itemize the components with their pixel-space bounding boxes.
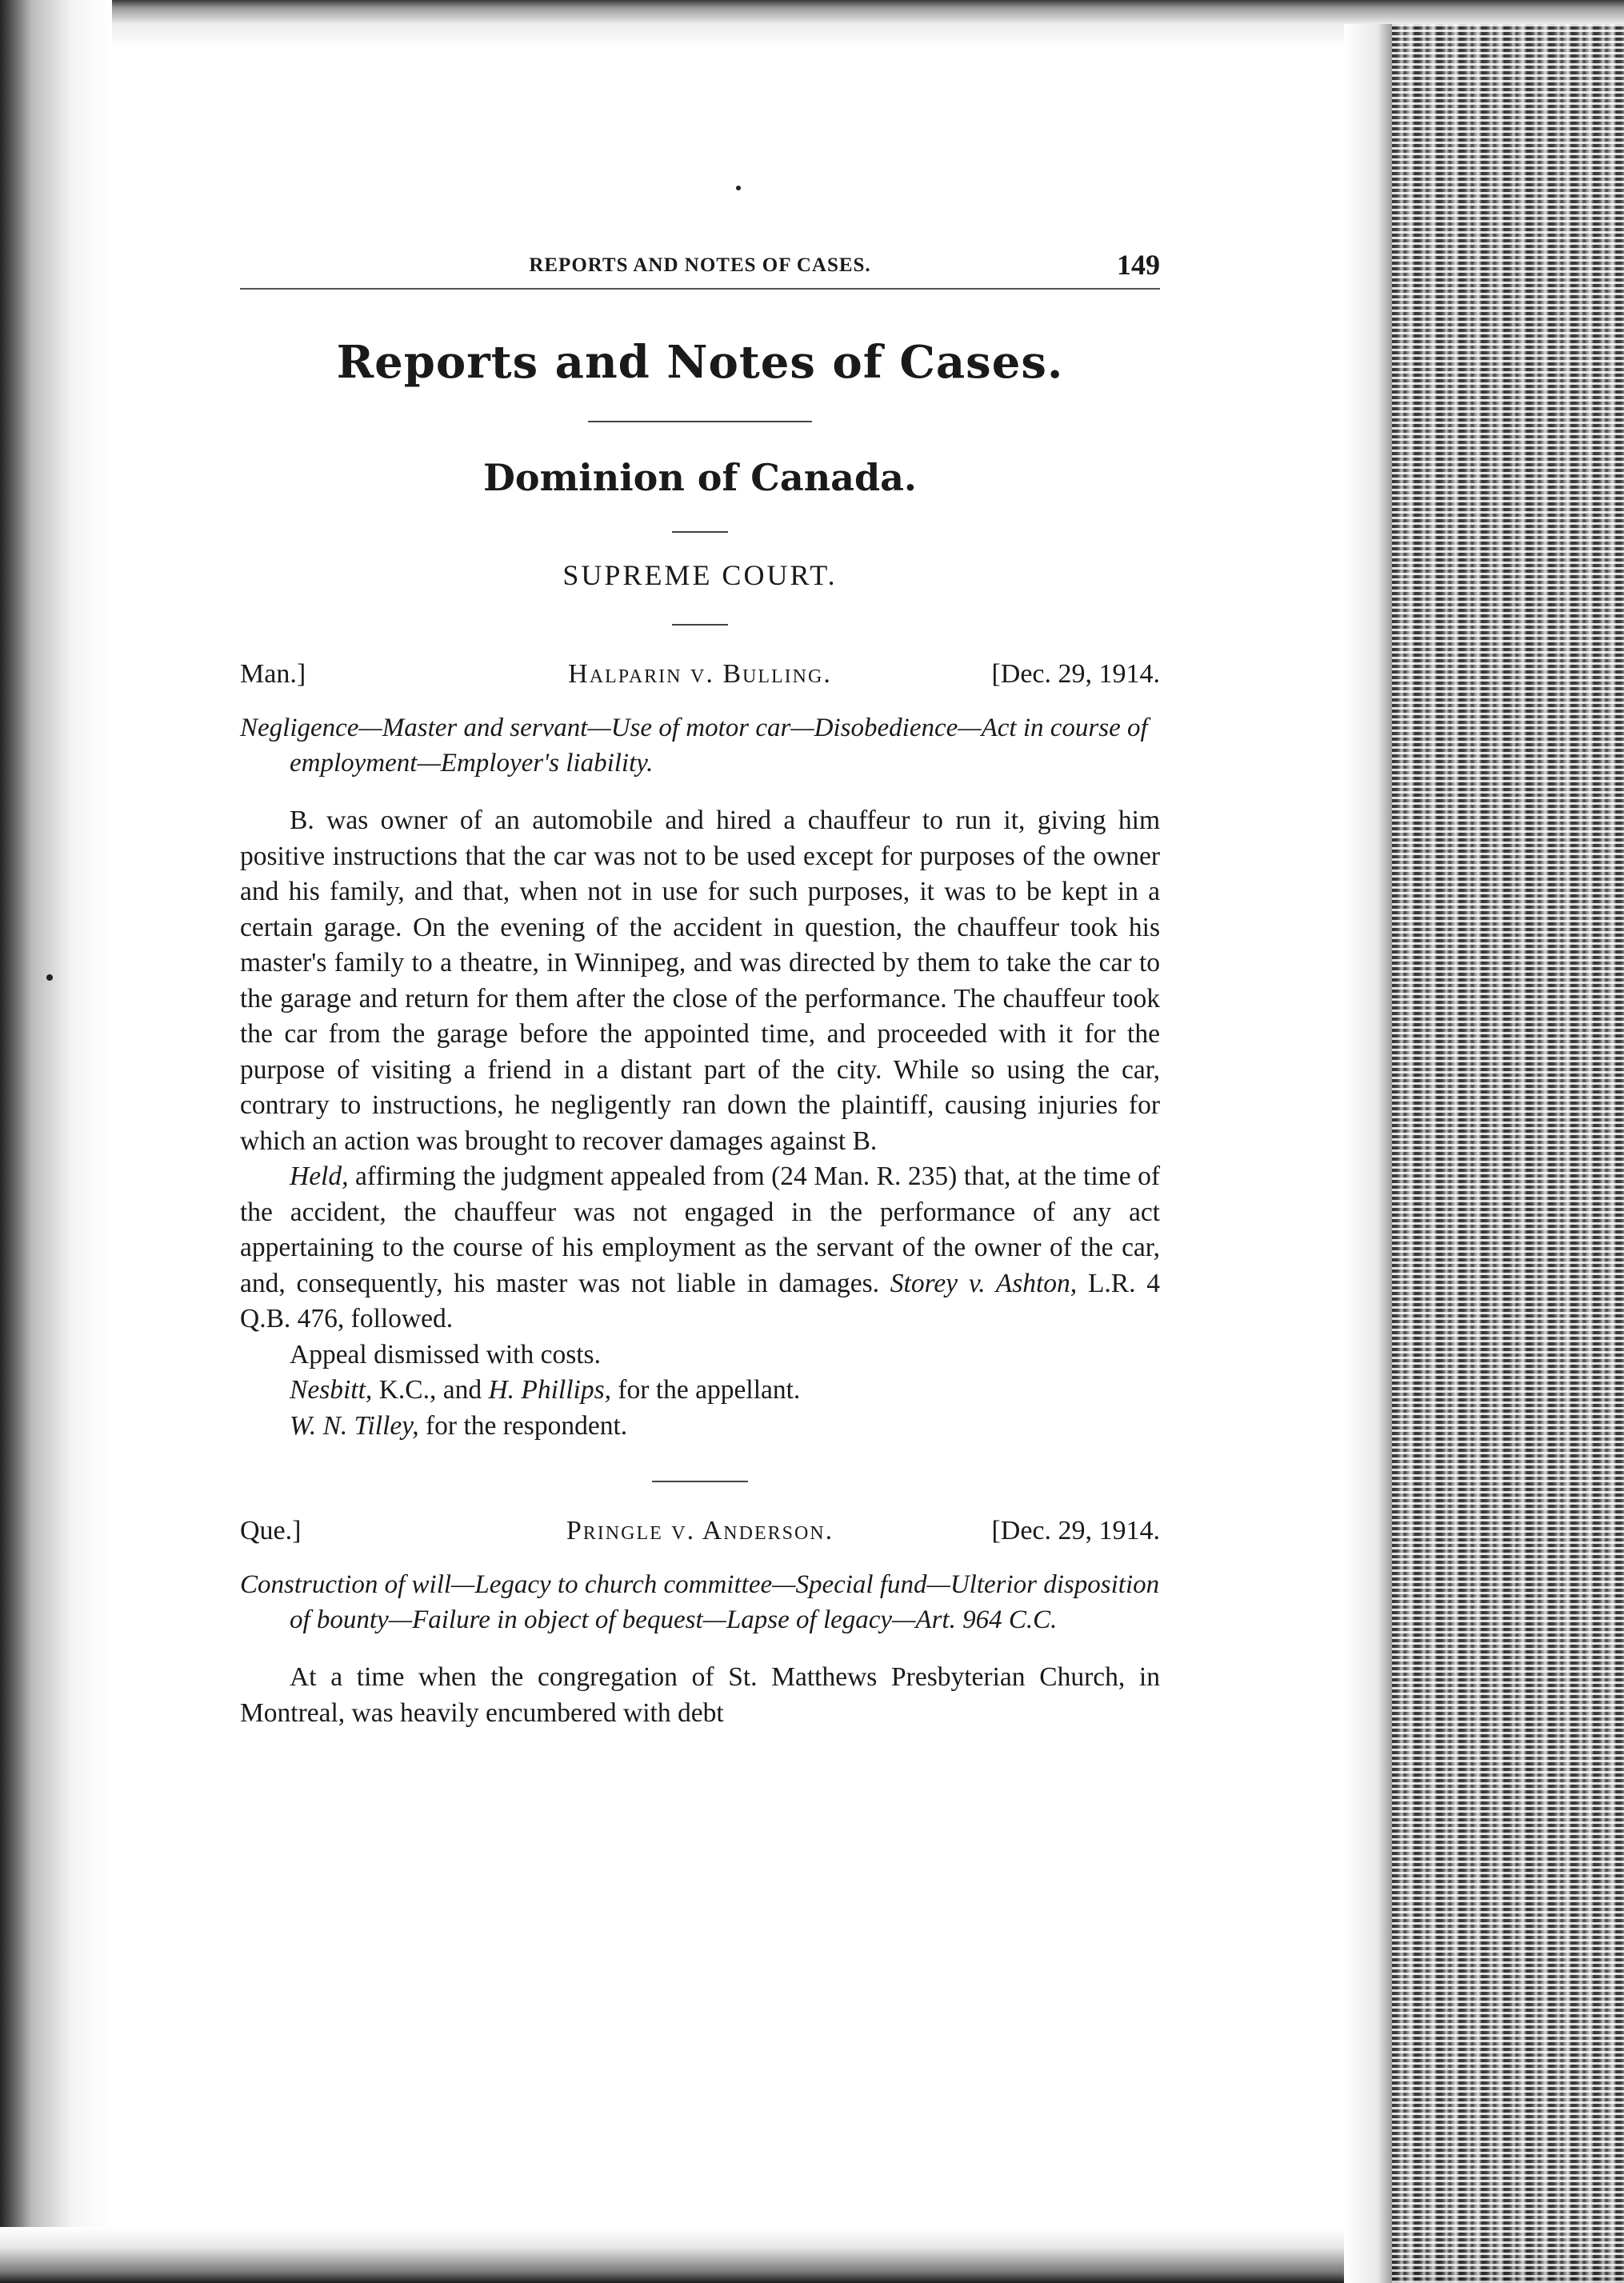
held-label: Held, (290, 1161, 349, 1191)
page-title: Reports and Notes of Cases. (336, 336, 1064, 389)
case-date: [Dec. 29, 1914. (991, 1516, 1160, 1545)
counsel-role: for the respondent. (426, 1410, 628, 1441)
counsel-name: H. Phillips, (488, 1375, 612, 1405)
case-name: Pringle v. Anderson. (566, 1516, 834, 1545)
case-headnote: Negligence—Master and servant—Use of motor car—Disobedience—Act in course of employment—Employer's liability. (240, 714, 1148, 778)
counsel-name: W. N. Tilley, (290, 1410, 419, 1441)
case-body: At a time when the congregation of St. Matthews Presbyterian Church, in Montreal, was heavily encumbered with debt (240, 1662, 1160, 1728)
header-rule (240, 288, 1160, 290)
divider (652, 1481, 748, 1482)
counsel-appellant (240, 1373, 1160, 1409)
case-date: [Dec. 29, 1914. (991, 659, 1160, 689)
held-text: affirming the judgment appealed from (24 Man. R. 235) that, at the time of the accident, the chauffeur was not engaged in the performance of any act appertaining to the course of his employment as the servant of the owner of the car, and, consequently, his master was not liable in damages. (240, 1161, 1161, 1298)
case-province: Que.] (240, 1516, 302, 1545)
case-heading (240, 1516, 1160, 1556)
speck (46, 974, 53, 981)
case-province: Man.] (240, 659, 306, 689)
case-holding (240, 1159, 1160, 1337)
divider (672, 624, 728, 626)
case-name: Halparin v. Bulling. (568, 659, 832, 689)
page (240, 240, 1160, 1731)
section-title: Dominion of Canada. (483, 456, 917, 499)
case-disposition: Appeal dismissed with costs. (290, 1339, 601, 1369)
counsel-name: Nesbitt, (290, 1375, 373, 1405)
case-body: B. was owner of an automobile and hired a chauffeur to run it, giving him positive instructions that the car was not to be used except for purposes of the owner and his family, and that, when not in use for such purposes, it was to be kept in a certain garage. On the evening of the accident in question, the chauffeur took his master's family to a theatre, in Winnipeg, and was directed by them to take the car to the garage and return for them after the close of the performance. The chauffeur took the car from the garage before the appointed time, and proceeded with it for the purpose of visiting a friend in a distant part of the city. While so using the car, contrary to instructions, he negligently ran down the plaintiff, causing injuries for which an action was brought to recover damages against B. (240, 806, 1160, 1156)
counsel-role: for the appellant. (618, 1375, 801, 1405)
running-title: REPORTS AND NOTES OF CASES. (529, 254, 871, 276)
counsel-respondent (240, 1409, 1160, 1445)
binding-strip (1392, 24, 1624, 2283)
running-head (240, 240, 1160, 288)
case-headnote: Construction of will—Legacy to church committee—Special fund—Ulterior disposition of bounty—Failure in object of bequest—Lapse of legacy—Art. 964 C.C. (240, 1570, 1160, 1634)
speck (736, 186, 741, 190)
counsel-mid: K.C., and (378, 1375, 482, 1405)
court-heading: SUPREME COURT. (562, 559, 838, 591)
divider (672, 531, 728, 533)
binding-shadow (1344, 24, 1392, 2283)
page-number: 149 (1117, 249, 1160, 281)
held-tail: L.R. 4 Q.B. 476, followed. (240, 1268, 1160, 1333)
scan-left-edge (0, 0, 112, 2283)
held-citation: Storey v. Ashton, (890, 1268, 1078, 1298)
divider (588, 421, 812, 422)
case-heading (240, 659, 1160, 699)
